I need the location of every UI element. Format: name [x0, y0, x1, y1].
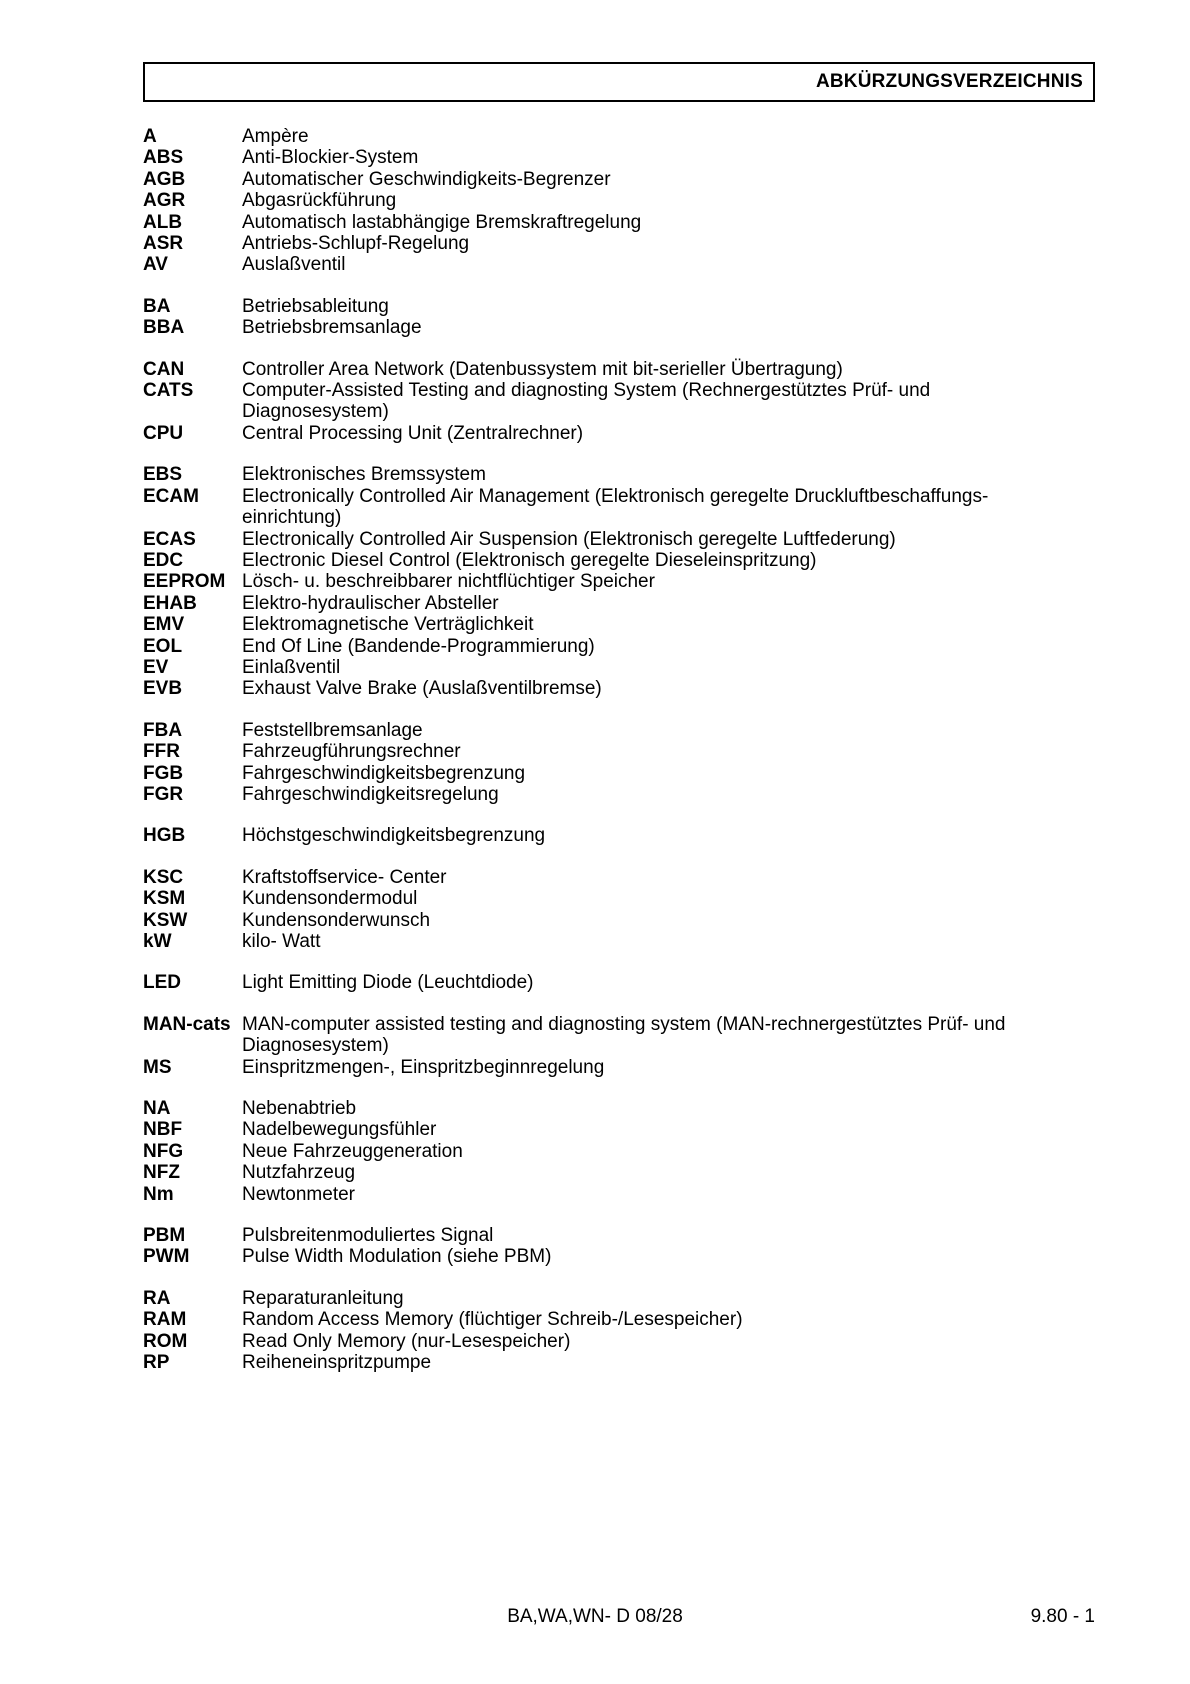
abbreviation-definition: Electronic Diesel Control (Elektronisch geregelte Dieseleinspritzung)	[242, 549, 817, 571]
abbreviation-entry	[143, 233, 1095, 254]
abbreviation-term: FGR	[143, 783, 184, 805]
abbreviation-group	[143, 1014, 1095, 1078]
abbreviation-term: NBF	[143, 1119, 183, 1141]
abbreviation-term: EDC	[143, 549, 184, 571]
abbreviation-entry	[143, 1309, 1095, 1330]
abbreviation-entry	[143, 657, 1095, 678]
abbreviation-group	[143, 126, 1095, 276]
abbreviation-term: KSC	[143, 866, 184, 888]
abbreviation-term: NA	[143, 1098, 171, 1120]
abbreviation-entry	[143, 126, 1095, 147]
abbreviation-definition: Read Only Memory (nur-Lesespeicher)	[242, 1330, 571, 1352]
abbreviation-definition: Nadelbewegungsfühler	[242, 1119, 437, 1141]
abbreviation-definition: Auslaßventil	[242, 254, 346, 276]
abbreviation-term: ABS	[143, 147, 184, 169]
abbreviation-entry	[143, 910, 1095, 931]
abbreviation-term: CAN	[143, 358, 185, 380]
abbreviation-term: KSM	[143, 888, 186, 910]
abbreviation-entry	[143, 212, 1095, 233]
abbreviation-entry	[143, 1225, 1095, 1246]
abbreviation-definition: Automatischer Geschwindigkeits-Begrenzer	[242, 168, 611, 190]
abbreviation-term: EV	[143, 656, 169, 678]
abbreviation-definition: Lösch- u. beschreibbarer nichtflüchtiger Speicher	[242, 571, 655, 593]
abbreviation-entry	[143, 529, 1095, 550]
abbreviation-definition: Exhaust Valve Brake (Auslaßventilbremse)	[242, 678, 602, 700]
abbreviation-definition: Kundensonderwunsch	[242, 909, 431, 931]
abbreviation-term: RA	[143, 1287, 171, 1309]
abbreviation-entry	[143, 486, 1095, 529]
abbreviation-definition: Elektro-hydraulischer Absteller	[242, 592, 499, 614]
abbreviation-term: FGB	[143, 762, 184, 784]
abbreviation-definition: Controller Area Network (Datenbussystem mit bit-serieller Übertragung)	[242, 358, 843, 380]
abbreviation-definition: Neue Fahrzeuggeneration	[242, 1140, 463, 1162]
abbreviation-entry	[143, 972, 1095, 993]
abbreviation-term: PBM	[143, 1225, 186, 1247]
abbreviation-entry	[143, 931, 1095, 952]
abbreviation-list	[143, 126, 1095, 1374]
abbreviation-entry	[143, 1162, 1095, 1183]
abbreviation-definition: Computer-Assisted Testing and diagnosting System (Rechnergestütztes Prüf- und Diagnosesystem)	[242, 380, 931, 423]
abbreviation-entry	[143, 169, 1095, 190]
abbreviation-entry	[143, 763, 1095, 784]
abbreviation-term: ECAS	[143, 528, 196, 550]
abbreviation-term: NFZ	[143, 1162, 180, 1184]
abbreviation-entry	[143, 464, 1095, 485]
abbreviation-term: EEPROM	[143, 571, 226, 593]
abbreviation-term: LED	[143, 972, 181, 994]
abbreviation-definition: MAN-computer assisted testing and diagnosting system (MAN-rechnergestütztes Prüf- und Diagnosesystem)	[242, 1013, 1006, 1057]
page-footer	[0, 1606, 1190, 1630]
abbreviation-definition: Ampère	[242, 126, 309, 147]
abbreviation-definition: Pulse Width Modulation (siehe PBM)	[242, 1246, 552, 1268]
abbreviation-entry	[143, 550, 1095, 571]
abbreviation-definition: Automatisch lastabhängige Bremskraftregelung	[242, 211, 642, 233]
abbreviation-term: kW	[143, 931, 172, 952]
abbreviation-term: ECAM	[143, 485, 199, 507]
abbreviation-definition: Nutzfahrzeug	[242, 1162, 356, 1184]
abbreviation-term: BBA	[143, 317, 185, 339]
abbreviation-definition: Feststellbremsanlage	[242, 719, 423, 741]
document-page	[143, 0, 1095, 1374]
abbreviation-definition: Betriebsableitung	[242, 295, 389, 317]
abbreviation-definition: Einlaßventil	[242, 656, 341, 678]
abbreviation-definition: Antriebs-Schlupf-Regelung	[242, 233, 470, 255]
abbreviation-definition: Einspritzmengen-, Einspritzbeginnregelung	[242, 1056, 605, 1078]
abbreviation-entry	[143, 1141, 1095, 1162]
abbreviation-entry	[143, 1352, 1095, 1373]
abbreviation-group	[143, 825, 1095, 846]
abbreviation-term: EBS	[143, 464, 183, 486]
abbreviation-definition: Abgasrückführung	[242, 190, 397, 212]
abbreviation-definition: Fahrgeschwindigkeitsbegrenzung	[242, 762, 526, 784]
abbreviation-definition: Kundensondermodul	[242, 888, 418, 910]
abbreviation-entry	[143, 784, 1095, 805]
abbreviation-definition: Anti-Blockier-System	[242, 147, 419, 169]
abbreviation-term: HGB	[143, 825, 186, 847]
abbreviation-definition: kilo- Watt	[242, 931, 321, 952]
abbreviation-term: RP	[143, 1352, 170, 1374]
abbreviation-entry	[143, 254, 1095, 275]
abbreviation-term: PWM	[143, 1246, 190, 1268]
abbreviation-entry	[143, 147, 1095, 168]
abbreviation-definition: Pulsbreitenmoduliertes Signal	[242, 1225, 494, 1247]
abbreviation-term: FBA	[143, 719, 183, 741]
abbreviation-term: ALB	[143, 211, 183, 233]
abbreviation-entry	[143, 636, 1095, 657]
abbreviation-term: EHAB	[143, 592, 197, 614]
abbreviation-term: A	[143, 126, 157, 147]
abbreviation-definition: Elektronisches Bremssystem	[242, 464, 486, 486]
abbreviation-group	[143, 464, 1095, 699]
abbreviation-term: EVB	[143, 678, 183, 700]
abbreviation-term: AV	[143, 254, 168, 276]
abbreviation-entry	[143, 825, 1095, 846]
abbreviation-term: Nm	[143, 1183, 174, 1205]
abbreviation-entry	[143, 1057, 1095, 1078]
abbreviation-definition: Random Access Memory (flüchtiger Schreib-/Lesespeicher)	[242, 1309, 743, 1331]
page-header-box	[143, 62, 1095, 102]
abbreviation-term: EMV	[143, 614, 185, 636]
abbreviation-entry	[143, 593, 1095, 614]
abbreviation-term: AGR	[143, 190, 186, 212]
abbreviation-definition: Fahrgeschwindigkeitsregelung	[242, 783, 499, 805]
abbreviation-group	[143, 359, 1095, 445]
abbreviation-group	[143, 867, 1095, 953]
abbreviation-term: EOL	[143, 635, 183, 657]
abbreviation-group	[143, 720, 1095, 806]
abbreviation-definition: End Of Line (Bandende-Programmierung)	[242, 635, 595, 657]
abbreviation-entry	[143, 1184, 1095, 1205]
abbreviation-term: BA	[143, 295, 171, 317]
abbreviation-term: RAM	[143, 1309, 187, 1331]
abbreviation-entry	[143, 359, 1095, 380]
abbreviation-term: MS	[143, 1056, 172, 1078]
abbreviation-entry	[143, 296, 1095, 317]
abbreviation-definition: Höchstgeschwindigkeitsbegrenzung	[242, 825, 546, 847]
abbreviation-entry	[143, 720, 1095, 741]
footer-page-number: 9.80 - 1	[1030, 1606, 1095, 1627]
abbreviation-entry	[143, 1119, 1095, 1140]
abbreviation-entry	[143, 1288, 1095, 1309]
abbreviation-definition: Fahrzeugführungsrechner	[242, 741, 461, 763]
abbreviation-term: ROM	[143, 1330, 188, 1352]
abbreviation-definition: Kraftstoffservice- Center	[242, 866, 447, 888]
abbreviation-definition: Central Processing Unit (Zentralrechner)	[242, 422, 584, 444]
abbreviation-term: AGB	[143, 168, 186, 190]
abbreviation-entry	[143, 380, 1095, 423]
abbreviation-term: NFG	[143, 1140, 184, 1162]
footer-doc-code: BA,WA,WN- D 08/28	[507, 1606, 683, 1627]
abbreviation-entry	[143, 571, 1095, 592]
abbreviation-definition: Electronically Controlled Air Management (Elektronisch geregelte Druckluftbeschaffungs-einrichtung)	[242, 485, 989, 529]
abbreviation-term: CPU	[143, 422, 184, 444]
abbreviation-entry	[143, 423, 1095, 444]
abbreviation-definition: Newtonmeter	[242, 1183, 355, 1205]
abbreviation-entry	[143, 867, 1095, 888]
abbreviation-group	[143, 1288, 1095, 1374]
abbreviation-group	[143, 296, 1095, 339]
abbreviation-definition: Elektromagnetische Verträglichkeit	[242, 614, 534, 636]
abbreviation-definition: Nebenabtrieb	[242, 1098, 357, 1120]
abbreviation-entry	[143, 678, 1095, 699]
abbreviation-term: MAN-cats	[143, 1013, 231, 1035]
abbreviation-entry	[143, 317, 1095, 338]
abbreviation-term: CATS	[143, 380, 194, 402]
page-title: ABKÜRZUNGSVERZEICHNIS	[815, 71, 1083, 92]
abbreviation-entry	[143, 1098, 1095, 1119]
abbreviation-group	[143, 1098, 1095, 1205]
abbreviation-entry	[143, 741, 1095, 762]
abbreviation-term: FFR	[143, 741, 180, 763]
abbreviation-entry	[143, 614, 1095, 635]
abbreviation-term: ASR	[143, 233, 184, 255]
abbreviation-definition: Betriebsbremsanlage	[242, 317, 422, 339]
abbreviation-group	[143, 1225, 1095, 1268]
abbreviation-definition: Reparaturanleitung	[242, 1287, 404, 1309]
abbreviation-entry	[143, 888, 1095, 909]
abbreviation-entry	[143, 190, 1095, 211]
abbreviation-definition: Electronically Controlled Air Suspension (Elektronisch geregelte Luftfederung)	[242, 528, 896, 550]
abbreviation-entry	[143, 1246, 1095, 1267]
abbreviation-group	[143, 972, 1095, 993]
abbreviation-term: KSW	[143, 909, 188, 931]
abbreviation-definition: Reiheneinspritzpumpe	[242, 1352, 432, 1374]
abbreviation-definition: Light Emitting Diode (Leuchtdiode)	[242, 972, 534, 994]
abbreviation-entry	[143, 1014, 1095, 1057]
abbreviation-entry	[143, 1331, 1095, 1352]
